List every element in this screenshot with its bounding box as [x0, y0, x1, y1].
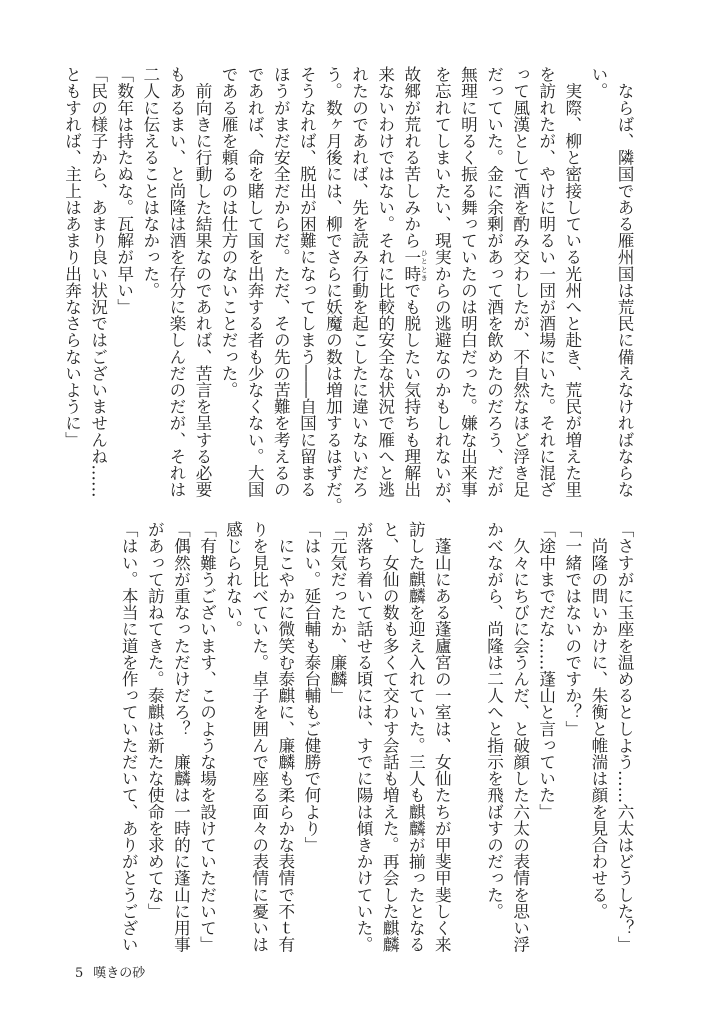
text-line: そうなれば、脱出が困難になってしまう――自国に留まる	[297, 66, 317, 498]
text-line: が落ち着いて話せる頃には、すでに陽は傾きかけていた。	[354, 521, 374, 953]
text-line: い。	[588, 66, 608, 100]
text-line: かべながら、尚隆は二人へと指示を飛ばすのだった。	[484, 521, 504, 920]
text-line: 感じられない。	[223, 521, 243, 638]
text-line: 訪した麒麟を迎え入れていた。三人も麒麟が揃ったとなる	[406, 521, 426, 953]
text-line	[454, 521, 480, 941]
text-line: を訪れたが、やけに明るい一団が酒場にいた。それに混ざ	[536, 66, 556, 498]
text-line: を忘れてしまいたい、現実からの逃避なのかもしれないが、	[432, 66, 452, 515]
text-line: 「偶然が重なっただけだろ？ 廉麟は一時的に蓬山に用事	[171, 521, 191, 953]
text-line: である雁を頼るのは仕方のないことだった。	[219, 66, 239, 398]
text-line: って風漢として酒を酌み交わしたが、不自然なほど浮き足	[510, 66, 530, 498]
text-line: う。数ヶ月後には、柳でさらに妖魔の数は増加するはずだ。	[323, 66, 343, 515]
text-line: れたのであれば、先を読み行動を起こしたに違いないだろ	[349, 66, 369, 498]
text-line: 故郷が荒れる苦しみから一時 ひとときでも脱したい気持ちも理解出	[401, 66, 429, 498]
text-line: 「途中までだな……蓬山と言っていた」	[536, 521, 556, 820]
text-line: 「数年は持たぬな。瓦解が早い」	[114, 66, 134, 315]
top-text-section	[58, 66, 637, 515]
text-line: 久々にちびに会うんだ、と破顔した六太の表情を思い浮	[510, 521, 530, 953]
text-line: りを見比べていた。卓子を囲んで座る面々の表情に憂いは	[249, 521, 269, 953]
text-line: 「さすがに玉座を温めるとしよう……六太はどうした？」	[615, 521, 634, 953]
text-line: ともすれば、主上はあまり出奔なさらないように」	[62, 66, 82, 448]
text-line: 実際、柳と密接している光州へと赴き、荒民が増えた里	[562, 66, 582, 498]
text-line: 無理に明るく振る舞っていたのは明白だった。嫌な出来事	[458, 66, 478, 498]
text-line: 二人に伝えることはなかった。	[140, 66, 160, 299]
text-line: 「有難うございます、このような場を設けていただいて」	[197, 521, 217, 953]
text-line: 「民の様子から、あまり良い状況ではございませんね……	[88, 66, 108, 498]
text-line: 「一緒ではないのですか？」	[562, 521, 582, 737]
text-line: ならば、隣国である雁州国は荒民に備えなければならな	[615, 66, 634, 498]
text-line: 尚隆の問いかけに、朱衡と帷湍は顔を見合わせる。	[588, 521, 608, 920]
text-line: と、女仙の数も多くて交わす会話も増えた。再会した麒麟	[380, 521, 400, 953]
ruby-annotation: 一時 ひととき	[401, 248, 429, 282]
text-line: にこやかに微笑む泰麒に、廉麟も柔らかな表情で不ｔ有	[275, 521, 295, 953]
text-line: ほうがまだ安全だからだ。ただ、その先の苦難を考えるの	[271, 66, 291, 498]
page-footer	[75, 962, 155, 981]
bottom-text-section	[115, 521, 637, 953]
text-line: 「元気だったか、廉麟」	[327, 521, 347, 704]
text-line: 「はい。延台輔も泰台輔もご健勝で何より」	[301, 521, 321, 853]
page-number: 5	[75, 966, 84, 981]
text-line: であれば、命を賭して国を出奔する者も少なくない。大国	[245, 66, 265, 498]
text-line: 蓬山にある蓬廬宮の一室は、女仙たちが甲斐甲斐しく来	[432, 521, 452, 953]
text-line: があって訪ねてきた。泰麒は新たな使命を求めてな」	[145, 521, 165, 920]
text-line: 前向きに行動した結果なのであれば、苦言を呈する必要	[193, 66, 212, 498]
text-line: 「はい。本当に道を作っていただいて、ありがとうござい	[119, 521, 139, 953]
text-line: だっていた。金に余剰があって酒を飲めたのだろう、だが	[484, 66, 504, 498]
text-line: 来ないわけではない。それに比較的安全な状況で雁へと逃	[375, 66, 395, 498]
text-line: もあるまい、と尚隆は酒を存分に楽しんだのだが、それは	[166, 66, 186, 498]
book-title: 嘆きの砂	[93, 966, 146, 981]
